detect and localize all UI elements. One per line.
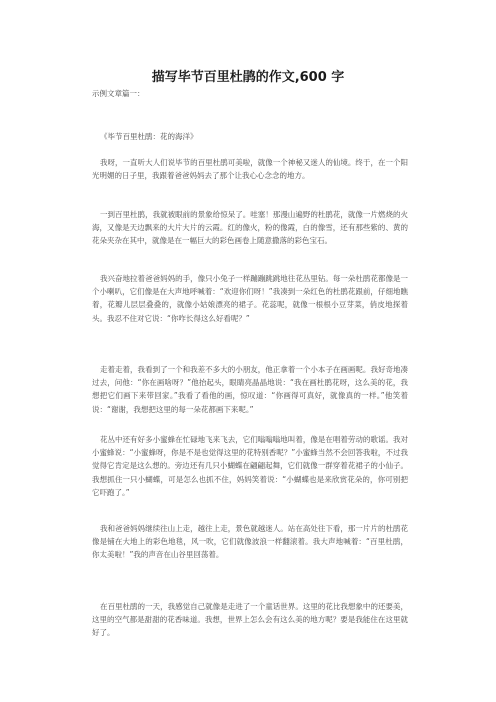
paragraph: 走着走着，我看到了一个和我差不多大的小朋友，他正拿着一个小本子在画画呢。我好奇地凑过去，问他：“你在画啥呀？”他抬起头，眼睛亮晶晶地说：“我在画杜鹃花呀，这么美的花，我想把它们画下来带回家。”我看了看他的画，惊叹道：“你画得可真好，就像真的一样。”他笑着说：“谢谢，我想把这里的每一朵花都画下来呢。” bbox=[92, 365, 408, 414]
paragraph: 我呀，一直听大人们说毕节的百里杜鹃可美啦，就像一个神秘又迷人的仙境。终于，在一个阳光明媚的日子里，我跟着爸爸妈妈去了那个让我心心念念的地方。 bbox=[92, 158, 408, 181]
paragraph: 花丛中还有好多小蜜蜂在忙碌地飞来飞去，它们嗡嗡嗡地叫着，像是在唱着劳动的歌谣。我对小蜜蜂说：“小蜜蜂呀，你是不是也觉得这里的花特别香呢？”小蜜蜂当然不会回答我啦，不过我觉得它肯定是这么想的。旁边还有几只小蝴蝶在翩翩起舞，它们就像一群穿着花裙子的小仙子。我想抓住一只小蝴蝶，可是怎么也抓不住，妈妈笑着说：“小蝴蝶也是来欣赏花朵的，你可别把它吓跑了。” bbox=[92, 435, 408, 497]
document-title: 描写毕节百里杜鹃的作文,600 字 bbox=[151, 70, 345, 85]
article-title: 《毕节百里杜鹃：花的海洋》 bbox=[100, 132, 198, 141]
paragraph: 我和爸爸妈妈继续往山上走，越往上走，景色就越迷人。站在高处往下看，那一片片的杜鹃花像是铺在大地上的彩色地毯，风一吹，它们就像波浪一样翻滚着。我大声地喊着：“百里杜鹃，你太美啦！”我的声音在山谷里回荡着。 bbox=[92, 524, 408, 560]
example-subheading: 示例文章篇一： bbox=[92, 89, 145, 98]
paragraph: 在百里杜鹃的一天，我感觉自己就像是走进了一个童话世界。这里的花比我想象中的还要美，这里的空气都是甜甜的花香味道。我想，世界上怎么会有这么美的地方呢？要是我能住在这里就好了。 bbox=[92, 602, 408, 638]
paragraph: 一到百里杜鹃，我就被眼前的景象给惊呆了。哇塞！那漫山遍野的杜鹃花，就像一片燃烧的火海，又像是天边飘来的大片大片的云霞。红的像火，粉的像霞，白的像雪，还有那些紫的、黄的花朵夹杂在其中，就像是在一幅巨大的彩色画卷上随意撒落的彩色宝石。 bbox=[92, 210, 408, 246]
paragraph: 我兴奋地拉着爸爸妈妈的手，像只小兔子一样蹦蹦跳跳地往花丛里钻。每一朵杜鹃花都像是一个小喇叭，它们像是在大声地呼喊着：“欢迎你们呀！”我凑到一朵红色的杜鹃花跟前，仔细地瞧着，花瓣儿层层叠叠的，就像小姑娘漂亮的裙子。花蕊呢，就像一根根小豆芽菜，俏皮地探着头。我忍不住对它说：“你咋长得这么好看呢？” bbox=[92, 274, 408, 323]
